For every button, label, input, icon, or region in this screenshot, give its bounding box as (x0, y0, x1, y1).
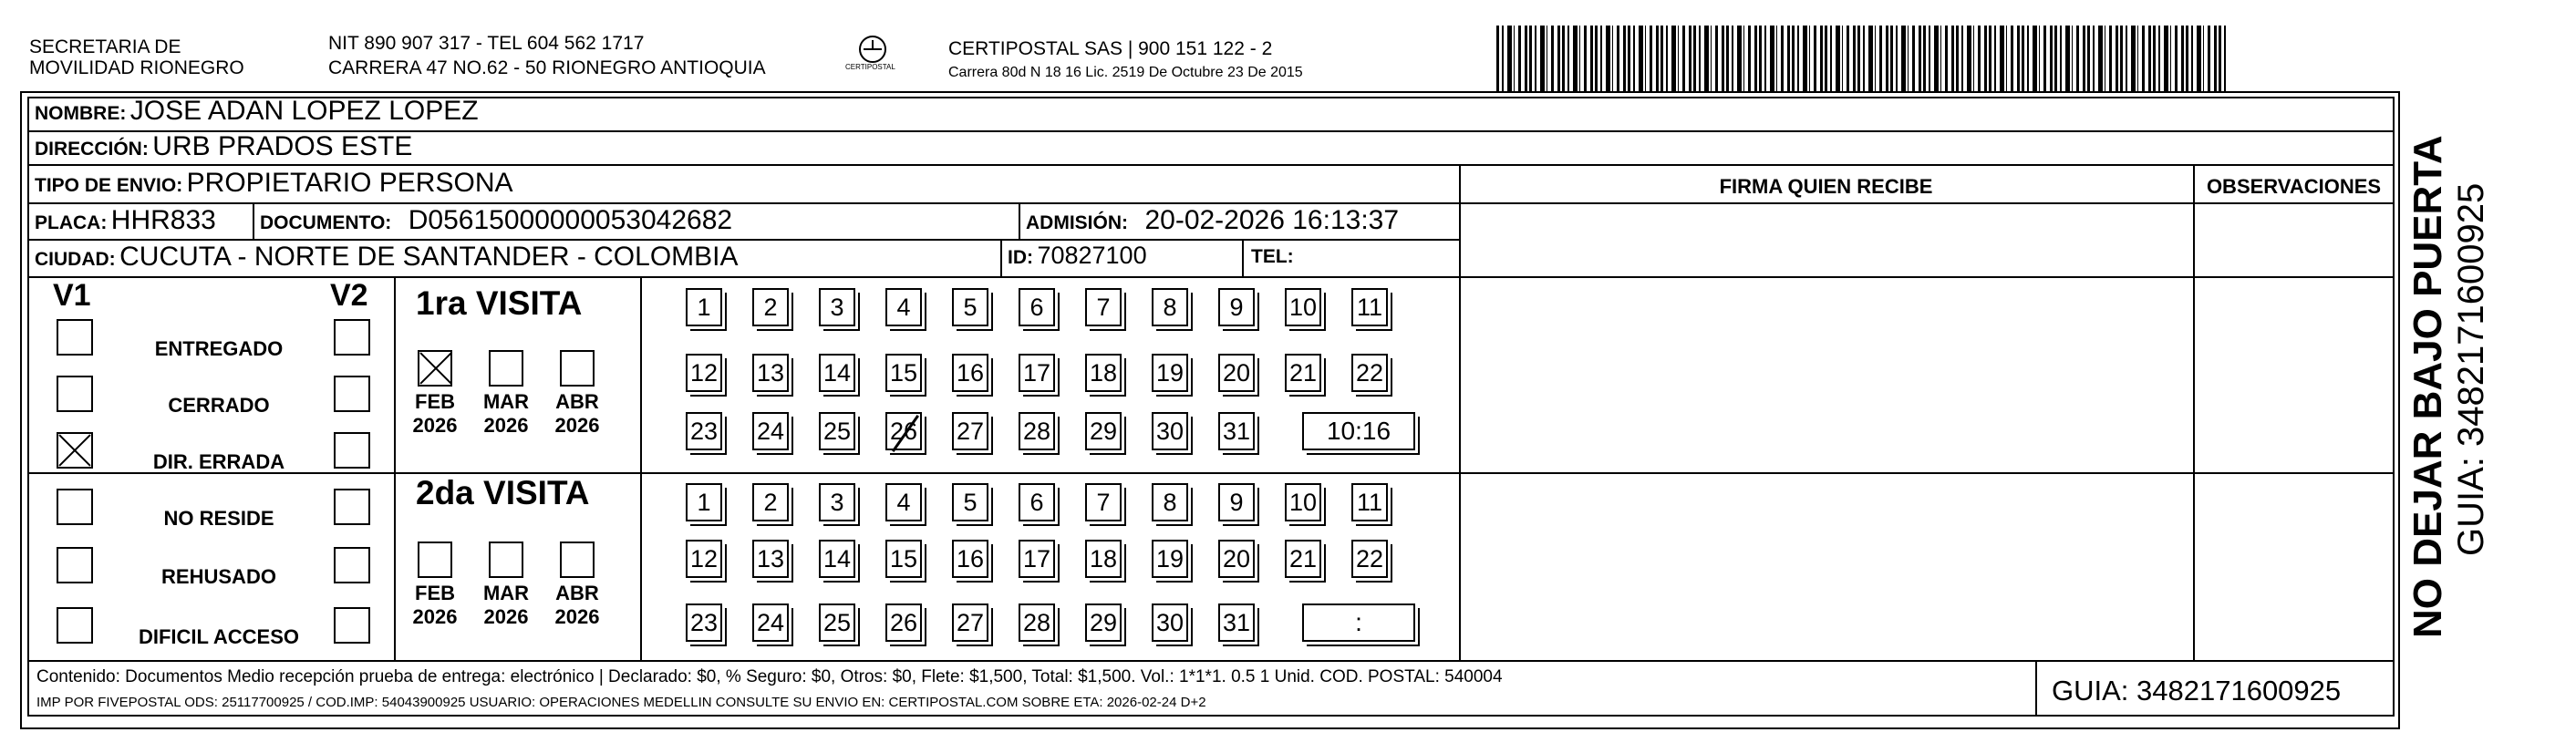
placa-value: HHR833 (110, 205, 216, 235)
status-label: ENTREGADO (154, 337, 284, 360)
nombre-row (35, 96, 479, 127)
day-box[interactable]: 9 (1218, 288, 1255, 326)
certipostal-logo (845, 33, 895, 73)
month-checkbox[interactable] (418, 542, 452, 578)
placa-row (35, 205, 216, 236)
day-box[interactable]: 3 (819, 483, 855, 521)
day-box[interactable]: 19 (1152, 354, 1188, 392)
day-box[interactable]: 30 (1152, 412, 1188, 450)
tipo-label: TIPO DE ENVIO: (35, 175, 183, 196)
day-box[interactable]: 30 (1152, 603, 1188, 642)
status-label: DIFICIL ACCESO (138, 625, 299, 648)
id-row (1008, 242, 1147, 270)
time-box[interactable]: : (1302, 603, 1415, 642)
day-box[interactable]: 26 (885, 603, 922, 642)
month-label (474, 582, 538, 629)
ciudad-value: CUCUTA - NORTE DE SANTANDER - COLOMBIA (119, 242, 739, 272)
v2-checkbox[interactable] (334, 319, 370, 356)
month-name: FEB (415, 390, 455, 413)
direccion-row (35, 131, 412, 162)
month-label (545, 582, 609, 629)
day-box[interactable]: 10 (1285, 288, 1321, 326)
tipo-value: PROPIETARIO PERSONA (186, 168, 513, 198)
day-box[interactable]: 21 (1285, 540, 1321, 578)
day-box[interactable]: 4 (885, 288, 922, 326)
day-box[interactable]: 17 (1019, 540, 1055, 578)
ciudad-row (35, 242, 739, 273)
month-year: 2026 (554, 605, 600, 628)
month-year: 2026 (483, 414, 529, 437)
month-name: FEB (415, 582, 455, 604)
v2-checkbox[interactable] (334, 376, 370, 412)
day-box[interactable]: 26 (885, 412, 922, 450)
admision-row (1026, 205, 1399, 236)
day-box[interactable]: 11 (1351, 288, 1388, 326)
footer-content: Contenido: Documentos Medio recepción prueba de entrega: electrónico | Declarado: $0, % Seguro: $0, Otros: $0, Flete: $1,500, Total: $1,500. Vol.: 1*1*1. 0.5 1 Unid. COD. POSTAL: 540004 (36, 667, 1503, 686)
direccion-label: DIRECCIÓN: (35, 139, 149, 160)
day-box[interactable]: 29 (1085, 412, 1122, 450)
sender-line1: SECRETARIA DE (29, 36, 181, 57)
day-box[interactable]: 15 (885, 540, 922, 578)
month-year: 2026 (483, 605, 529, 628)
company-address: Carrera 80d N 18 16 Lic. 2519 De Octubre 23 De 2015 (948, 65, 1303, 80)
visit1-title: 1ra VISITA (416, 284, 583, 322)
direccion-value: URB PRADOS ESTE (152, 131, 413, 161)
month-year: 2026 (554, 414, 600, 437)
day-box[interactable]: 31 (1218, 603, 1255, 642)
day-box[interactable]: 28 (1019, 412, 1055, 450)
barcode (1496, 26, 2226, 91)
v2-checkbox[interactable] (334, 547, 370, 583)
month-name: MAR (482, 390, 530, 413)
documento-row (260, 205, 732, 236)
day-box[interactable]: 27 (952, 603, 988, 642)
day-box[interactable]: 9 (1218, 483, 1255, 521)
nombre-value: JOSE ADAN LOPEZ LOPEZ (129, 96, 479, 126)
day-box[interactable]: 31 (1218, 412, 1255, 450)
month-name: ABR (555, 582, 599, 604)
day-box[interactable]: 24 (752, 412, 789, 450)
day-box[interactable]: 25 (819, 412, 855, 450)
observaciones-header: OBSERVACIONES (2206, 175, 2382, 198)
month-year: 2026 (412, 414, 458, 437)
day-box[interactable]: 10 (1285, 483, 1321, 521)
v2-checkbox[interactable] (334, 607, 370, 644)
side-guia: GUIA: 3482171600925 (2451, 182, 2491, 556)
day-box[interactable]: 18 (1085, 354, 1122, 392)
v1-checkbox[interactable] (57, 376, 93, 412)
day-box[interactable]: 8 (1152, 288, 1188, 326)
day-box[interactable]: 23 (686, 412, 722, 450)
month-year: 2026 (412, 605, 458, 628)
documento-value: D05615000000053042682 (408, 205, 733, 235)
day-box[interactable]: 16 (952, 354, 988, 392)
month-label (403, 390, 467, 438)
time-box[interactable]: 10:16 (1302, 412, 1415, 450)
day-box[interactable]: 21 (1285, 354, 1321, 392)
month-checkbox[interactable] (489, 542, 523, 578)
v1-checkbox[interactable] (57, 547, 93, 583)
v2-checkbox[interactable] (334, 432, 370, 469)
month-checkbox[interactable] (418, 350, 452, 387)
day-box[interactable]: 27 (952, 412, 988, 450)
month-label (403, 582, 467, 629)
day-box[interactable]: 11 (1351, 483, 1388, 521)
day-box[interactable]: 5 (952, 288, 988, 326)
placa-label: PLACA: (35, 212, 108, 233)
day-box[interactable]: 6 (1019, 483, 1055, 521)
tel-label: TEL: (1251, 246, 1294, 267)
day-box[interactable]: 12 (686, 354, 722, 392)
month-checkbox[interactable] (489, 350, 523, 387)
side-warning: NO DEJAR BAJO PUERTA (2405, 135, 2450, 638)
tel-row (1251, 246, 1294, 268)
day-box[interactable]: 13 (752, 354, 789, 392)
status-label: REHUSADO (161, 565, 276, 588)
company-line: CERTIPOSTAL SAS | 900 151 122 - 2 (948, 38, 1273, 59)
day-box[interactable]: 1 (686, 288, 722, 326)
footer-guia: GUIA: 3482171600925 (2052, 675, 2342, 707)
day-box[interactable]: 5 (952, 483, 988, 521)
status-label: DIR. ERRADA (152, 450, 285, 473)
day-box[interactable]: 23 (686, 603, 722, 642)
day-box[interactable]: 20 (1218, 354, 1255, 392)
firma-header: FIRMA QUIEN RECIBE (1719, 175, 1933, 198)
day-box[interactable]: 18 (1085, 540, 1122, 578)
day-box[interactable]: 7 (1085, 483, 1122, 521)
nit-line: NIT 890 907 317 - TEL 604 562 1717 (328, 33, 645, 54)
sender-line2: MOVILIDAD RIONEGRO (29, 57, 244, 78)
day-box[interactable]: 12 (686, 540, 722, 578)
tipo-row (35, 168, 513, 199)
footer-imp: IMP POR FIVEPOSTAL ODS: 25117700925 / COD.IMP: 54043900925 USUARIO: OPERACIONES MEDELLIN CONSULTE SU ENVIO EN: CERTIPOSTAL.COM SOBRE ETA: 2026-02-24 D+2 (36, 695, 1206, 710)
v1-checkbox[interactable] (57, 489, 93, 525)
day-box[interactable]: 3 (819, 288, 855, 326)
day-box[interactable]: 22 (1351, 540, 1388, 578)
day-box[interactable]: 7 (1085, 288, 1122, 326)
day-box[interactable]: 14 (819, 540, 855, 578)
day-box[interactable]: 28 (1019, 603, 1055, 642)
address-line: CARRERA 47 NO.62 - 50 RIONEGRO ANTIOQUIA (328, 57, 766, 78)
admision-value: 20-02-2026 16:13:37 (1144, 205, 1400, 235)
day-box[interactable]: 16 (952, 540, 988, 578)
visit2-title: 2da VISITA (416, 474, 590, 511)
day-box[interactable]: 4 (885, 483, 922, 521)
admision-label: ADMISIÓN: (1026, 212, 1128, 233)
status-label: NO RESIDE (163, 507, 274, 530)
v2-checkbox[interactable] (334, 489, 370, 525)
month-name: MAR (482, 582, 530, 604)
day-box[interactable]: 24 (752, 603, 789, 642)
day-box[interactable]: 20 (1218, 540, 1255, 578)
v2-header: V2 (330, 278, 368, 313)
logo-text: CERTIPOSTAL (845, 63, 895, 71)
v1-checkbox[interactable] (57, 607, 93, 644)
day-box[interactable]: 14 (819, 354, 855, 392)
month-checkbox[interactable] (560, 542, 595, 578)
day-box[interactable]: 29 (1085, 603, 1122, 642)
day-box[interactable]: 22 (1351, 354, 1388, 392)
day-box[interactable]: 17 (1019, 354, 1055, 392)
day-box[interactable]: 1 (686, 483, 722, 521)
month-checkbox[interactable] (560, 350, 595, 387)
day-box[interactable]: 19 (1152, 540, 1188, 578)
month-label (474, 390, 538, 438)
status-label: CERRADO (168, 394, 270, 417)
v1-checkbox[interactable] (57, 432, 93, 469)
v1-checkbox[interactable] (57, 319, 93, 356)
id-value: 70827100 (1037, 242, 1147, 269)
id-label: ID: (1008, 247, 1033, 268)
documento-label: DOCUMENTO: (260, 212, 392, 233)
day-box[interactable]: 2 (752, 483, 789, 521)
day-box[interactable]: 2 (752, 288, 789, 326)
v1-header: V1 (53, 278, 91, 313)
day-box[interactable]: 15 (885, 354, 922, 392)
month-name: ABR (555, 390, 599, 413)
day-box[interactable]: 25 (819, 603, 855, 642)
day-box[interactable]: 13 (752, 540, 789, 578)
ciudad-label: CIUDAD: (35, 249, 116, 270)
nombre-label: NOMBRE: (35, 103, 127, 124)
day-box[interactable]: 6 (1019, 288, 1055, 326)
day-box[interactable]: 8 (1152, 483, 1188, 521)
month-label (545, 390, 609, 438)
